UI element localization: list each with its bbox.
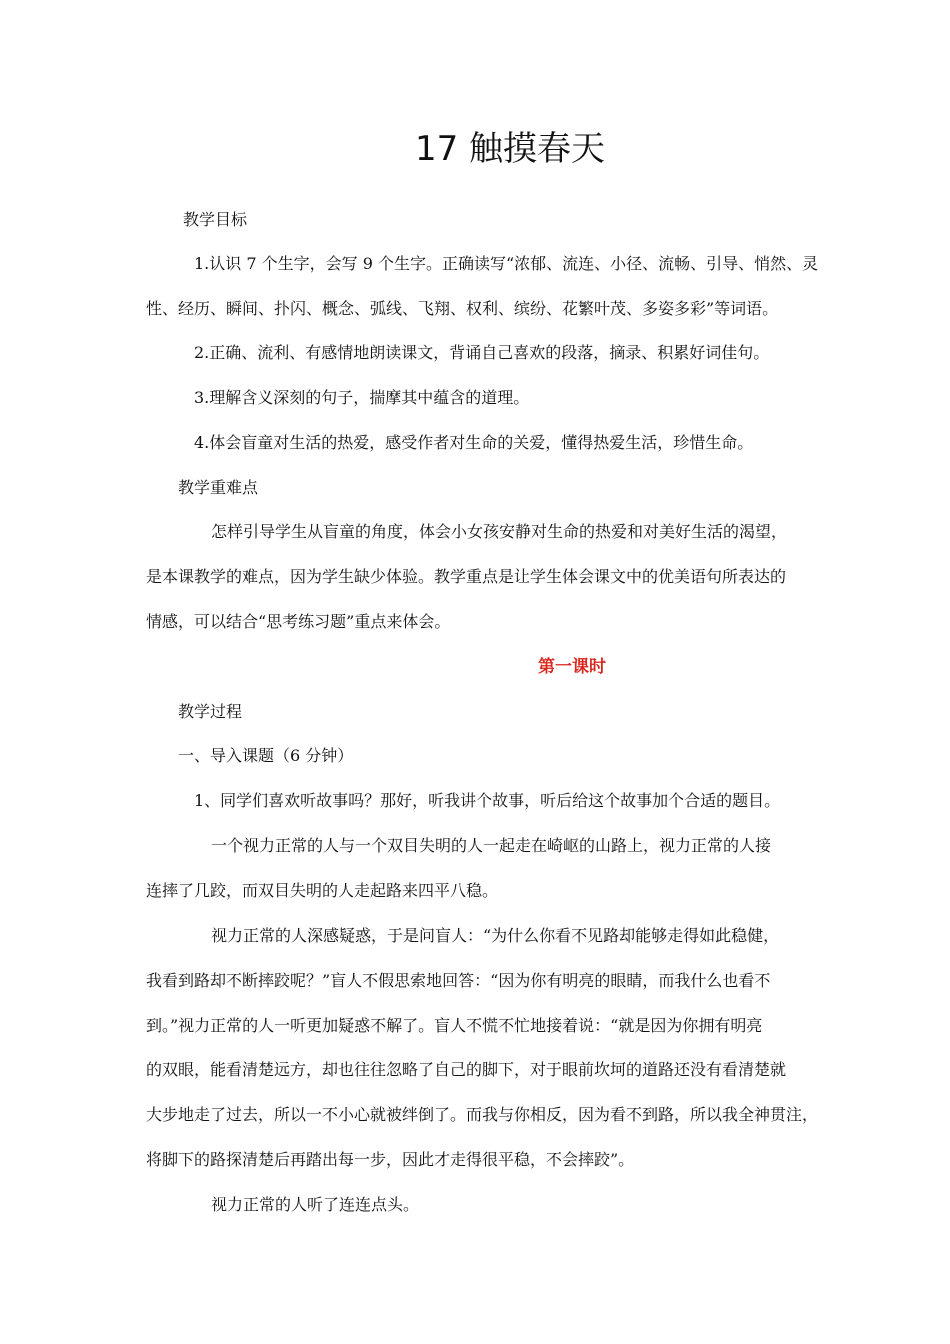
document-title: 17 触摸春天	[414, 129, 606, 169]
goal-item-4: 4.体会盲童对生活的热爱，感受作者对生命的关爱，懂得热爱生活，珍惜生命。	[194, 433, 754, 452]
story-paragraph-2-line-6: 将脚下的路探清楚后再踏出每一步，因此才走得很平稳，不会摔跤”。	[146, 1150, 635, 1169]
story-paragraph-1-line-1: 一个视力正常的人与一个双目失明的人一起走在崎岖的山路上，视力正常的人接	[211, 836, 772, 855]
section-1-heading: 一、导入课题（6 分钟）	[178, 746, 354, 765]
process-heading: 教学过程	[178, 702, 243, 721]
story-paragraph-2-line-2: 我看到路却不断摔跤呢？”盲人不假思索地回答：“因为你有明亮的眼睛，而我什么也看不	[146, 971, 771, 990]
story-paragraph-2-line-3: 到。”视力正常的人一听更加疑惑不解了。盲人不慌不忙地接着说：“就是因为你拥有明亮	[146, 1016, 763, 1035]
story-paragraph-1-line-2: 连摔了几跤，而双目失明的人走起路来四平八稳。	[146, 881, 499, 900]
story-paragraph-3: 视力正常的人听了连连点头。	[211, 1195, 420, 1214]
difficulty-line-2: 是本课教学的难点，因为学生缺少体验。教学重点是让学生体会课文中的优美语句所表达的	[146, 567, 787, 586]
difficulty-line-3: 情感，可以结合“思考练习题”重点来体会。	[146, 612, 451, 631]
story-paragraph-2-line-5: 大步地走了过去，所以一不小心就被绊倒了。而我与你相反，因为看不到路，所以我全神贯注，	[146, 1105, 819, 1124]
goals-heading: 教学目标	[183, 210, 248, 229]
goal-item-2: 2.正确、流利、有感情地朗读课文，背诵自己喜欢的段落，摘录、积累好词佳句。	[194, 343, 770, 362]
goal-item-3: 3.理解含义深刻的句子，揣摩其中蕴含的道理。	[194, 388, 530, 407]
story-paragraph-2-line-1: 视力正常的人深感疑惑，于是问盲人：“为什么你看不见路却能够走得如此稳健，	[211, 926, 780, 945]
goal-item-1-line-1: 1.认识 7 个生字，会写 9 个生字。正确读写“浓郁、流连、小径、流畅、引导、悄然、灵	[194, 254, 819, 273]
difficulty-heading: 教学重难点	[178, 478, 259, 497]
session-label: 第一课时	[538, 657, 606, 677]
difficulty-line-1: 怎样引导学生从盲童的角度，体会小女孩安静对生命的热爱和对美好生活的渴望，	[211, 522, 788, 541]
goal-item-1-line-2: 性、经历、瞬间、扑闪、概念、弧线、飞翔、权利、缤纷、花繁叶茂、多姿多彩”等词语。	[146, 299, 779, 318]
story-paragraph-2-line-4: 的双眼，能看清楚远方，却也往往忽略了自己的脚下，对于眼前坎坷的道路还没有看清楚就	[146, 1060, 787, 1079]
step-1: 1、同学们喜欢听故事吗？那好，听我讲个故事，听后给这个故事加个合适的题目。	[194, 791, 781, 810]
